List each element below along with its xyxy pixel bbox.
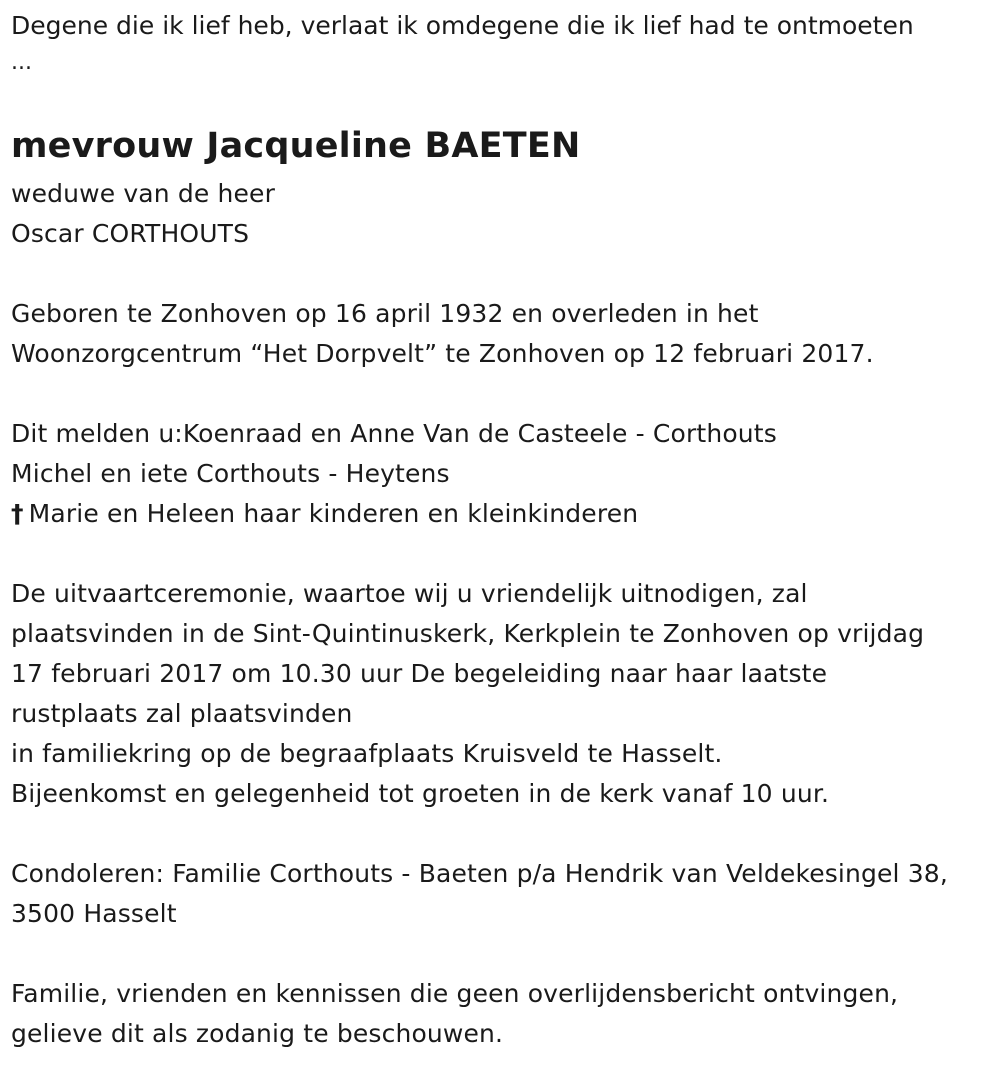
motto-text: Degene die ik lief heb, verlaat ik omdegene die ik lief had te ontmoeten	[11, 11, 914, 40]
condolences-block	[11, 854, 948, 934]
spouse-block	[11, 174, 275, 254]
ceremony-line-4: rustplaats zal plaatsvinden	[11, 699, 353, 728]
ceremony-line-3: 17 februari 2017 om 10.30 uur De begeleiding naar haar laatste	[11, 659, 828, 688]
notice-block	[11, 974, 898, 1054]
spouse-name: Oscar CORTHOUTS	[11, 219, 250, 248]
ceremony-line-2: plaatsvinden in de Sint-Quintinuskerk, Kerkplein te Zonhoven op vrijdag	[11, 619, 925, 648]
ceremony-line-6: Bijeenkomst en gelegenheid tot groeten in de kerk vanaf 10 uur.	[11, 779, 830, 808]
birth-death-line-2: Woonzorgcentrum “Het Dorpvelt” te Zonhoven op 12 februari 2017.	[11, 339, 874, 368]
condolences-line-1: Condoleren: Familie Corthouts - Baeten p/a Hendrik van Veldekesingel 38,	[11, 859, 948, 888]
notice-line-2: gelieve dit als zodanig te beschouwen.	[11, 1019, 504, 1048]
deceased-name: mevrouw Jacqueline BAETEN	[11, 126, 581, 166]
birth-death-block	[11, 294, 874, 374]
birth-death-line-1: Geboren te Zonhoven op 16 april 1932 en overleden in het	[11, 299, 759, 328]
notice-line-1: Familie, vrienden en kennissen die geen overlijdensbericht ontvingen,	[11, 979, 899, 1008]
ceremony-line-1: De uitvaartceremonie, waartoe wij u vriendelijk uitnodigen, zal	[11, 579, 808, 608]
announcers-block	[11, 414, 777, 534]
announcers-line-1: Dit melden u:Koenraad en Anne Van de Casteele - Corthouts	[11, 419, 777, 448]
ceremony-line-5: in familiekring op de begraafplaats Kruisveld te Hasselt.	[11, 739, 723, 768]
cross-icon: †	[11, 499, 24, 528]
announcers-line-3: Marie en Heleen haar kinderen en kleinkinderen	[28, 499, 639, 528]
condolences-line-2: 3500 Hasselt	[11, 899, 177, 928]
motto-ellipsis: ...	[11, 50, 32, 75]
ceremony-block	[11, 574, 924, 814]
relation-text: weduwe van de heer	[11, 179, 276, 208]
announcers-line-2: Michel en iete Corthouts - Heytens	[11, 459, 450, 488]
announcers-line-3-row	[11, 494, 777, 534]
